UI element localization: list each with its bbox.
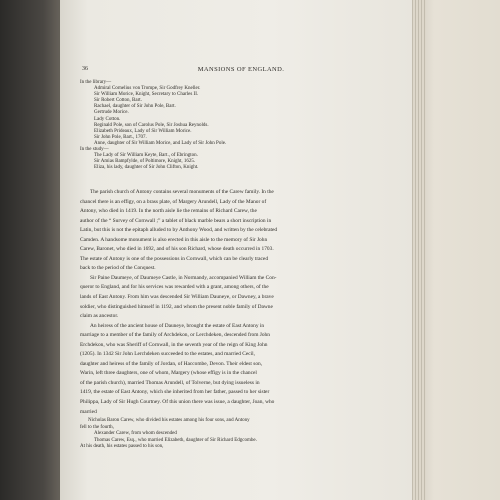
text-line: Warin, left three daughters, one of whom, Margery (whose effigy is in the chancel xyxy=(80,370,257,377)
text-line: The estate of Antony is one of the possessions in Cornwall, which can be clearly traced xyxy=(80,255,269,262)
next-page-edge xyxy=(412,0,500,500)
paragraph xyxy=(80,274,402,322)
text-line: marriage to a member of the family of Archdekon, or Lerchdeken, descended from John xyxy=(80,332,270,339)
portrait-line: Sir William Morice, Knight, Secretary to Charles II. xyxy=(94,92,199,98)
text-line: Latin, but this is not the epitaph alluded to by Anthony Wood, and written by the celebrated xyxy=(80,227,278,234)
text-line: married xyxy=(80,408,97,415)
body-text xyxy=(80,188,402,417)
portrait-line: Sir Amias Bampfylde, of Poltimore, Knight, 1625. xyxy=(94,159,196,165)
text-line: Sir Paine Daumeye, of Daumeye Castle, in Normandy, accompanied William the Con- xyxy=(90,274,277,281)
book-page xyxy=(60,0,412,500)
text-line: queror to England, and for his services was rewarded with a grant, among others, of the xyxy=(80,284,269,291)
paragraph xyxy=(80,188,402,274)
portrait-line: Lady Cotton. xyxy=(94,116,121,122)
text-line: author of the “ Survey of Cornwall ;” a tablet of black marble bears a short inscription in xyxy=(80,217,272,224)
portrait-line: Sir John Pole, Bart., 1707. xyxy=(94,134,147,140)
text-line: back to the period of the Conquest. xyxy=(80,265,156,272)
page-header xyxy=(80,66,402,76)
portrait-line: Elizabeth Prideaux, Lady of Sir William Morice. xyxy=(94,128,192,134)
portrait-list xyxy=(80,80,402,171)
portrait-line: Sir Robert Cotton, Bart. xyxy=(94,98,142,104)
portrait-line: In the study— xyxy=(80,147,109,153)
portrait-line: Gertrude Morice. xyxy=(94,110,129,116)
page-number: 36 xyxy=(82,66,88,72)
text-line: lands of East Antony. From him was descended Sir William Dauneye, or Dawney, a brave xyxy=(80,294,274,301)
portrait-line: Eliza, his lady, daughter of Sir John Clifton, Knight. xyxy=(94,165,199,171)
text-line: Philippa, Lady of Sir Hugh Courtney. Of this union there was issue, a daughter, Joan, who xyxy=(80,399,275,406)
text-line: Camden. A handsome monument is also erected in this aisle to the memory of Sir John xyxy=(80,236,268,243)
text-line: daughter and heiress of the family of Jordan, of Haccombe, Devon. Their eldest son, xyxy=(80,360,263,367)
pedigree-line: At his death, his estates passed to his son, xyxy=(80,444,164,450)
portrait-line: Admiral Cornelius von Trompe, Sir Godfrey Kneller. xyxy=(94,86,201,92)
text-line: The parish church of Antony contains several monuments of the Carew family. In the xyxy=(90,189,274,195)
portrait-line: Rachael, daughter of Sir John Pole, Bart. xyxy=(94,104,176,110)
text-line: An heiress of the ancient house of Dauneye, brought the estate of East Antony in xyxy=(90,322,265,329)
pedigree-list xyxy=(80,418,402,451)
text-line: chancel there is an effigy, on a brass plate, of Margery Arundell, Lady of the Manor of xyxy=(80,198,267,205)
page-stack-edge xyxy=(412,0,426,500)
text-line: of the parish church), married Thomas Arundell, of Tolverne, but dying issueless in xyxy=(80,379,260,386)
text-line: Antony, who died in 1419. In the north aisle lie the remains of Richard Carew, the xyxy=(80,208,257,215)
text-line: (1205). In 1342 Sir John Lerchdeken succeeded to the estates, and married Cecil, xyxy=(80,351,255,358)
portrait-line: Reginald Pole, son of Carolus Pole, Sir Joshua Reynolds. xyxy=(94,122,209,128)
spine-shadow xyxy=(0,0,62,500)
portrait-line: The Lady of Sir William Keyte, Bart., of Ebrington. xyxy=(94,153,198,159)
text-line: Carew, Baronet, who died in 1692, and of his son Richard, whose death occurred in 1703. xyxy=(80,246,274,253)
pedigree-line: Alexander Carew, from whom descended xyxy=(94,431,177,437)
pedigree-line: Nicholas Baron Carew, who divided his estates among his four sons, and Antony xyxy=(88,418,250,423)
pedigree-line: Thomas Carew, Esq., who married Elizabeth, daughter of Sir Richard Edgcombe. xyxy=(94,437,257,443)
running-title: MANSIONS OF ENGLAND. xyxy=(197,66,285,73)
portrait-line: Anne, daughter of Sir William Morice, and Lady of Sir John Pole. xyxy=(94,140,227,146)
portrait-line: In the library— xyxy=(80,80,112,85)
pedigree-line: fell to the fourth, xyxy=(80,424,114,430)
text-line: soldier, who distinguished himself in 1192, and whom the present noble family of Dawne xyxy=(80,303,273,310)
text-line: Erchdekon, who was Sheriff of Cornwall, in the seventh year of the reign of King John xyxy=(80,341,268,348)
text-line: claim as ancestor. xyxy=(80,313,119,320)
paragraph xyxy=(80,322,402,417)
text-line: 1419, the estate of East Antony, which she inherited from her father, passed to her sister xyxy=(80,389,270,396)
